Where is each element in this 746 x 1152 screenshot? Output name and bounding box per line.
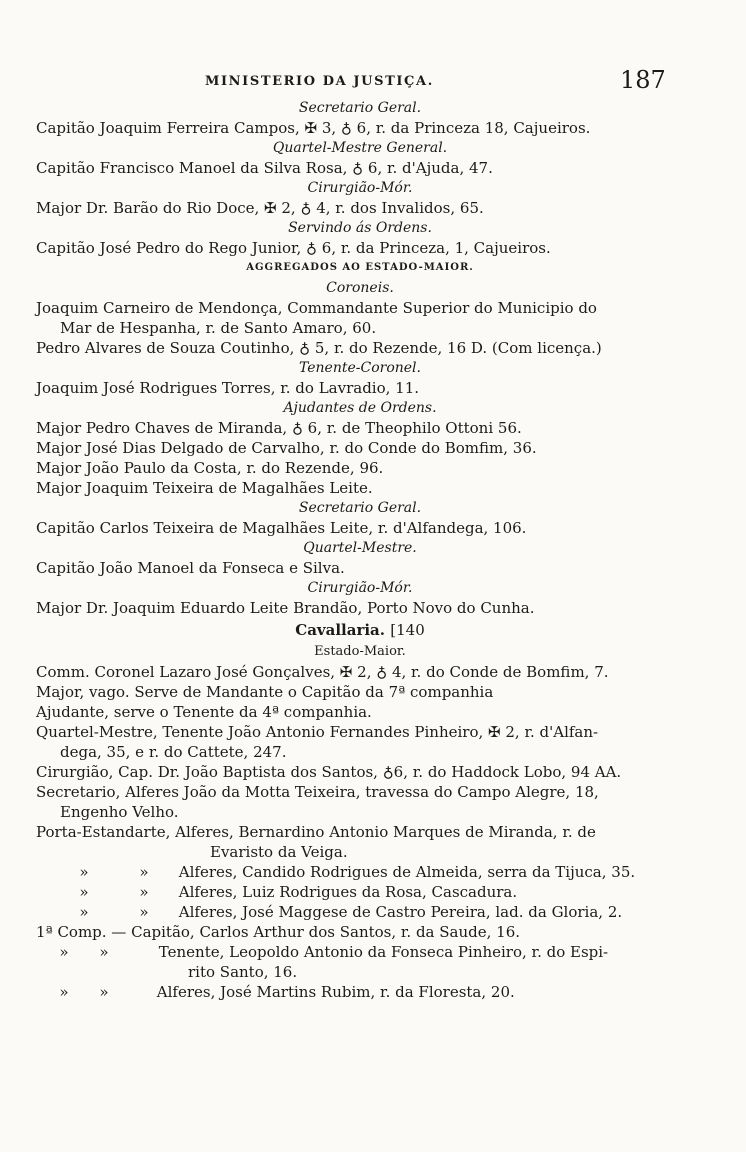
entry-line: Major Joaquim Teixeira de Magalhães Leite. [36, 479, 373, 497]
entry-continuation: dega, 35, e r. do Cattete, 247. [60, 743, 287, 761]
entry-continuation: Mar de Hespanha, r. de Santo Amaro, 60. [60, 319, 377, 337]
entry-line: Pedro Alvares de Souza Coutinho, ♁ 5, r. do Rezende, 16 D. (Com licença.) [36, 339, 602, 357]
entry-line [36, 902, 684, 922]
ditto-mark: » [139, 863, 149, 881]
section-heading: Ajudantes de Ordens. [283, 400, 437, 416]
section-heading: Tenente-Coronel. [299, 360, 421, 376]
section-heading: Quartel-Mestre General. [272, 140, 448, 156]
section-heading: Coroneis. [326, 280, 394, 296]
entry-line: Major Dr. Barão do Rio Doce, ✠ 2, ♁ 4, r. dos Invalidos, 65. [36, 199, 484, 217]
section-title [36, 618, 684, 642]
section-heading: Secretario Geral. [298, 100, 422, 116]
entry-continuation: rito Santo, 16. [188, 963, 298, 981]
section-heading: Estado-Maior. [314, 644, 406, 659]
entry-line: Major, vago. Serve de Mandante o Capitão da 7ª companhia [36, 683, 494, 701]
ditto-mark: » [99, 943, 109, 961]
entry-text: Quartel-Mestre, Tenente João Antonio Fernandes Pinheiro, ✠ 2, r. d'Alfan- [36, 723, 599, 741]
entry-line [36, 298, 684, 338]
ditto-mark: » [99, 983, 109, 1001]
entry-line [36, 862, 684, 882]
entry-text: Alferes, Candido Rodrigues de Almeida, serra da Tijuca, 35. [178, 863, 636, 881]
ditto-mark: » [139, 883, 149, 901]
entry-line: Major João Paulo da Costa, r. do Rezende, 96. [36, 459, 384, 477]
section-heading: Servindo ás Ordens. [288, 220, 432, 236]
cavallaria-heading: Cavallaria. [295, 621, 386, 639]
entry-text: Capitão, Carlos Arthur dos Santos, r. da Saude, 16. [131, 923, 521, 941]
entry-continuation: Engenho Velho. [60, 803, 179, 821]
entry-line: Major Dr. Joaquim Eduardo Leite Brandão, Porto Novo do Cunha. [36, 599, 535, 617]
entry-line: Major Pedro Chaves de Miranda, ♁ 6, r. de Theophilo Ottoni 56. [36, 419, 522, 437]
entry-line: Major José Dias Delgado de Carvalho, r. do Conde do Bomfim, 36. [36, 439, 537, 457]
cavallaria-count: [140 [390, 621, 425, 639]
entry-line: Capitão Joaquim Ferreira Campos, ✠ 3, ♁ 6, r. da Princeza 18, Cajueiros. [36, 119, 591, 137]
entry-text: Alferes, José Maggese de Castro Pereira, lad. da Gloria, 2. [178, 903, 623, 921]
ditto-mark: » [79, 903, 89, 921]
entry-text: Alferes, Luiz Rodrigues da Rosa, Cascadura. [178, 883, 518, 901]
entry-line: Comm. Coronel Lazaro José Gonçalves, ✠ 2, ♁ 4, r. do Conde de Bomfim, 7. [36, 663, 609, 681]
entry-line: Capitão Francisco Manoel da Silva Rosa, ♁ 6, r. d'Ajuda, 47. [36, 159, 493, 177]
entry-text: Joaquim Carneiro de Mendonça, Commandante Superior do Municipio do [36, 299, 597, 317]
entry-text: Secretario, Alferes João da Motta Teixeira, travessa do Campo Alegre, 18, [36, 783, 599, 801]
page-body [36, 98, 684, 1002]
ditto-mark: » [59, 943, 69, 961]
page-header [0, 66, 746, 96]
entry-text: Porta-Estandarte, Alferes, Bernardino Antonio Marques de Miranda, r. de [36, 823, 596, 841]
section-heading-caps: AGGREGADOS AO ESTADO-MAIOR. [246, 262, 474, 273]
entry-text: Tenente, Leopoldo Antonio da Fonseca Pinheiro, r. do Espi- [158, 943, 609, 961]
entry-line: Ajudante, serve o Tenente da 4ª companhia. [36, 703, 372, 721]
entry-text: Alferes, José Martins Rubim, r. da Floresta, 20. [156, 983, 515, 1001]
ditto-mark: » [139, 903, 149, 921]
ditto-mark: » [79, 863, 89, 881]
section-heading: Quartel-Mestre. [303, 540, 417, 556]
entry-line: Joaquim José Rodrigues Torres, r. do Lavradio, 11. [36, 379, 420, 397]
entry-line [36, 882, 684, 902]
running-head: MINISTERIO DA JUSTIÇA. [205, 74, 434, 89]
section-heading: Secretario Geral. [298, 500, 422, 516]
entry-line [36, 922, 684, 942]
company-label: 1ª Comp. — [36, 923, 127, 941]
ditto-mark: » [59, 983, 69, 1001]
entry-line: Capitão José Pedro do Rego Junior, ♁ 6, r. da Princeza, 1, Cajueiros. [36, 239, 551, 257]
entry-line: Capitão João Manoel da Fonseca e Silva. [36, 559, 345, 577]
section-heading: Cirurgião-Mór. [307, 180, 413, 196]
section-heading: Cirurgião-Mór. [307, 580, 413, 596]
page-number: 187 [620, 66, 666, 94]
entry-line [36, 942, 684, 982]
entry-line: Cirurgião, Cap. Dr. João Baptista dos Santos, ♁6, r. do Haddock Lobo, 94 AA. [36, 763, 622, 781]
entry-line [36, 822, 684, 862]
entry-continuation: Evaristo da Veiga. [210, 843, 348, 861]
ditto-mark: » [79, 883, 89, 901]
entry-line [36, 982, 684, 1002]
entry-line: Capitão Carlos Teixeira de Magalhães Leite, r. d'Alfandega, 106. [36, 519, 527, 537]
entry-line [36, 782, 684, 822]
entry-line [36, 722, 684, 762]
